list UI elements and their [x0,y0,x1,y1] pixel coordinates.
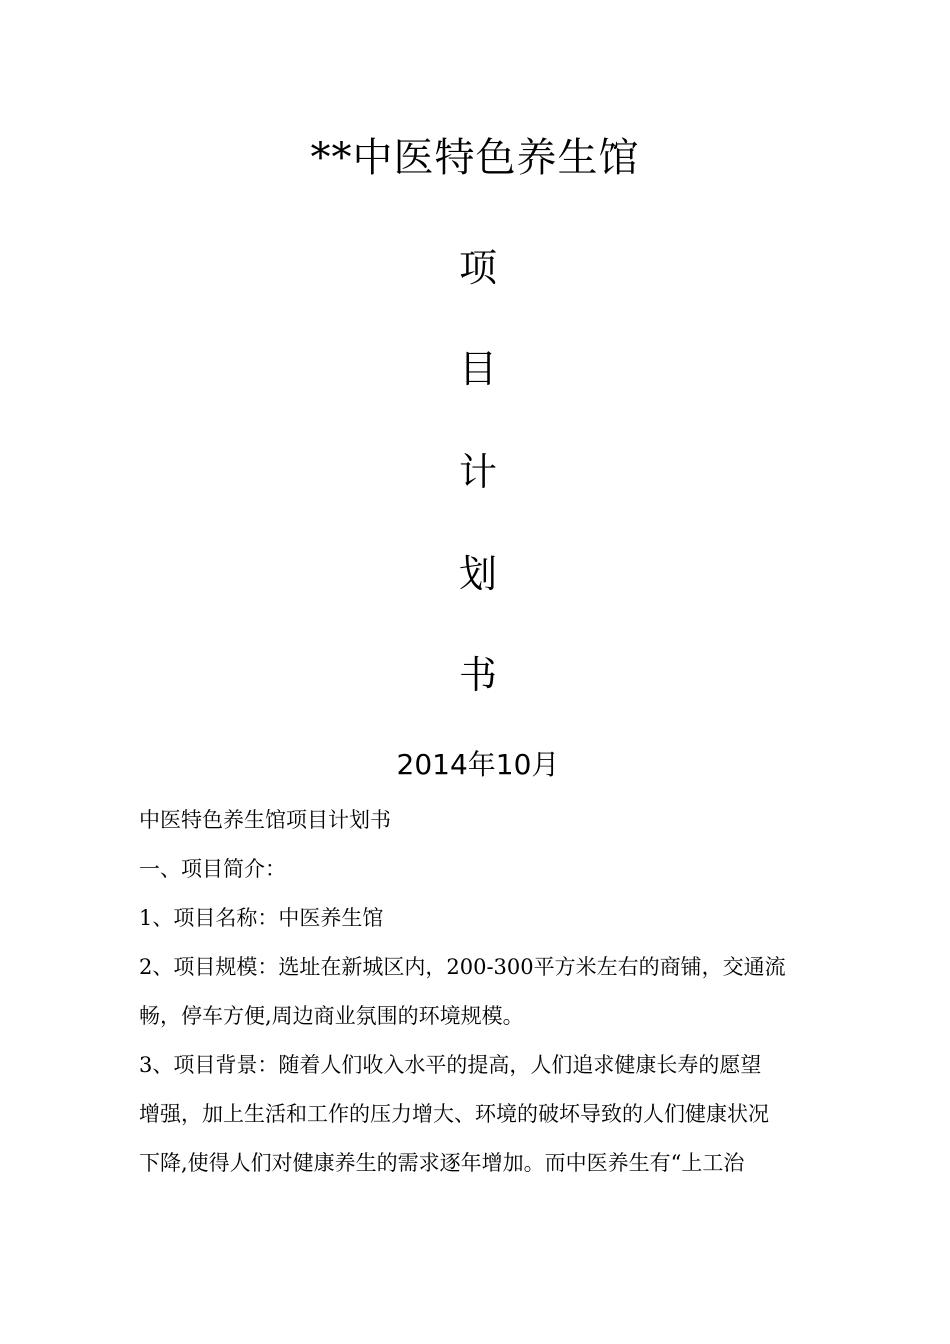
subtitle-char-5: 书 [458,653,497,697]
item-project-background-line-3: 下降,使得人们对健康养生的需求逐年增加。而中医养生有“上工治 [139,1151,745,1175]
subtitle-char-3: 计 [458,450,497,494]
document-title: **中医特色养生馆 [310,135,640,181]
item-project-background-line-2: 增强，加上生活和工作的压力增大、环境的破坏导致的人们健康状况 [139,1102,769,1126]
subtitle-char-2: 目 [458,347,497,391]
document-body [139,796,819,1188]
subtitle-char-4: 划 [458,552,497,596]
item-project-scale-line-1: 2、项目规模：选址在新城区内，200-300平方米左右的商铺，交通流 [139,955,786,979]
subtitle-char-1: 项 [458,246,497,290]
item-project-background-line-1: 3、项目背景：随着人们收入水平的提高，人们追求健康长寿的愿望 [139,1053,762,1077]
document-date: 2014年10月 [396,748,560,781]
body-heading: 中医特色养生馆项目计划书 [139,808,391,832]
item-project-name: 1、项目名称：中医养生馆 [139,906,384,930]
item-project-scale-line-2: 畅，停车方便,周边商业氛围的环境规模。 [139,1004,524,1028]
section-heading-intro: 一、项目简介： [139,857,286,881]
